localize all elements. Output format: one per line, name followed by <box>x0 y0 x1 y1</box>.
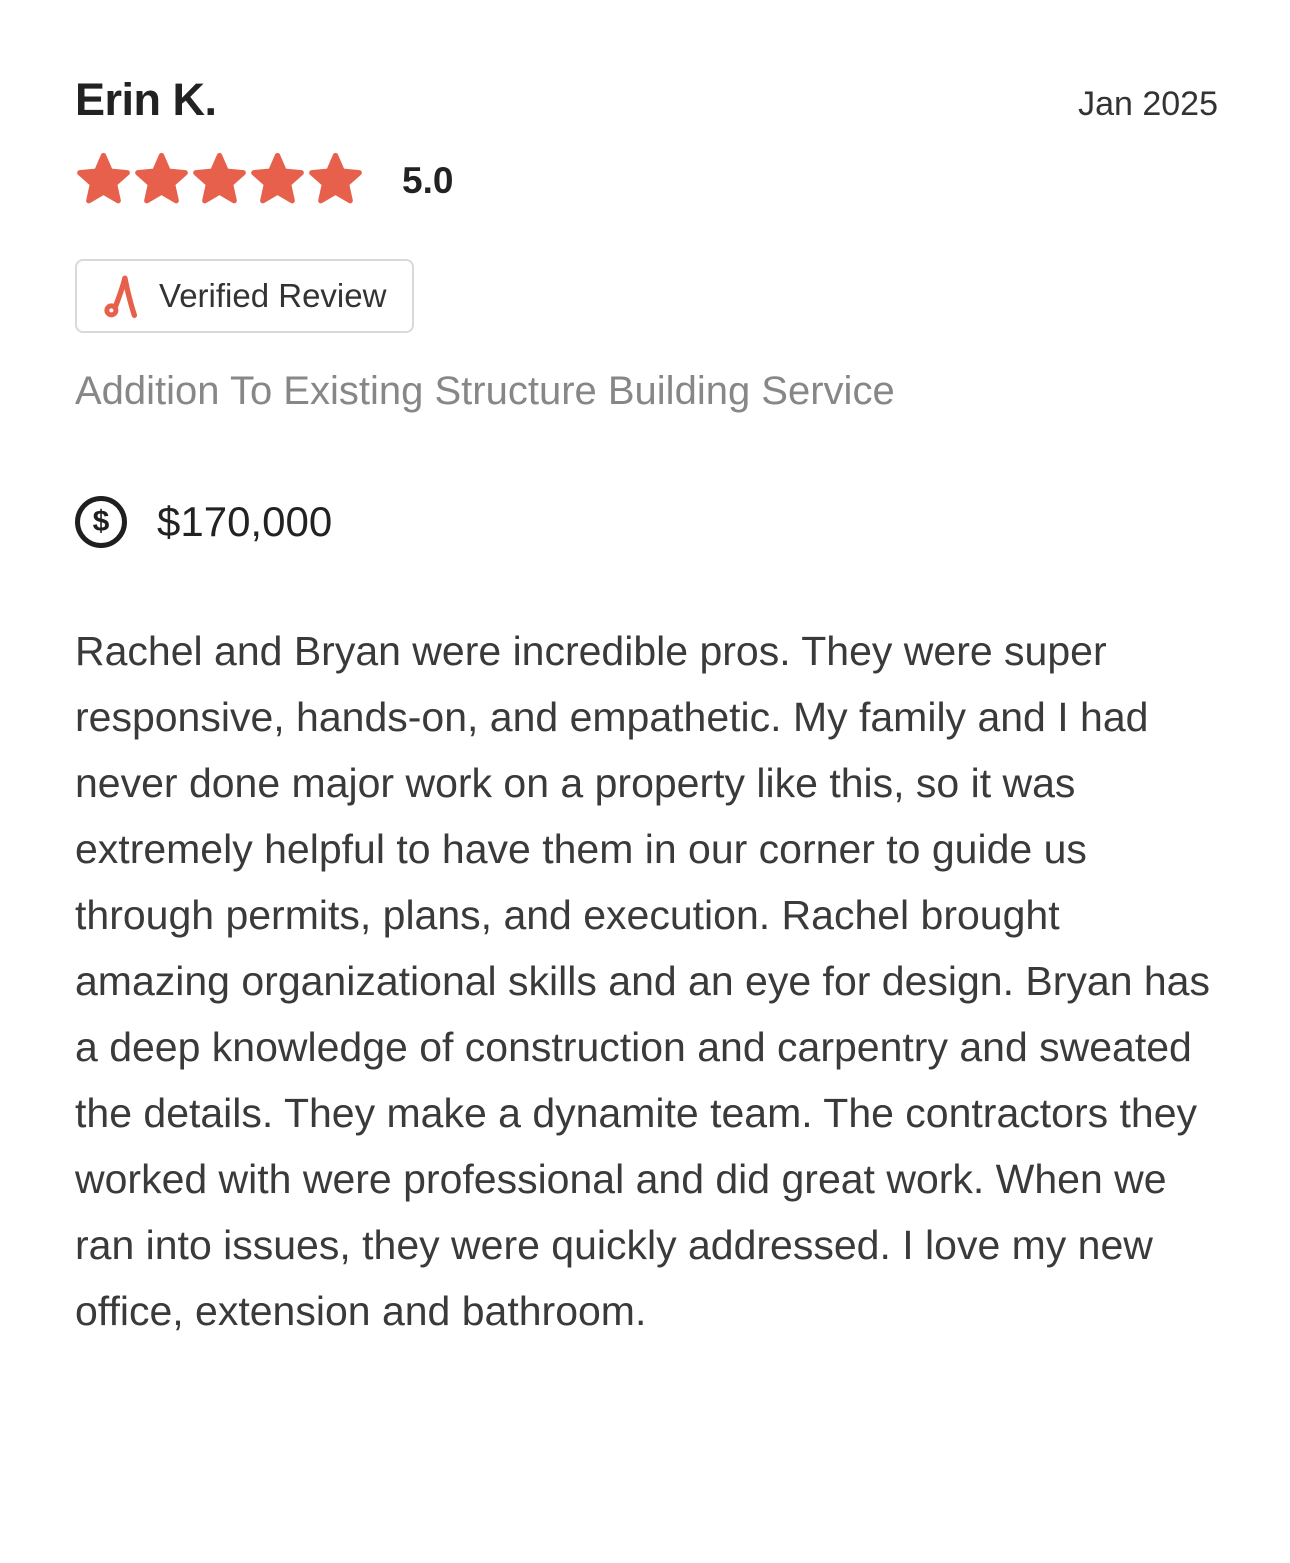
verified-review-badge <box>75 259 414 333</box>
project-cost <box>75 496 1218 548</box>
star-icon <box>133 152 190 209</box>
service-name: Addition To Existing Structure Building Service <box>75 369 895 413</box>
reviewer-name: Erin K. <box>75 74 217 125</box>
verified-review-label: Verified Review <box>159 277 387 314</box>
cost-value: $170,000 <box>157 498 333 545</box>
rating-value: 5.0 <box>402 159 454 201</box>
star-rating-stars <box>75 152 364 209</box>
dollar-icon <box>75 496 127 548</box>
review-header <box>75 74 1218 126</box>
star-icon <box>75 152 132 209</box>
review-body: Rachel and Bryan were incredible pros. They were super responsive, hands-on, and empathetic. My family and I had never done major work on a property like this, so it was extremely helpful to have them in our corner to guide us through permits, plans, and execution. Rachel brought amazing organizational skills and an eye for design. Bryan has a deep knowledge of construction and carpentry and sweated the details. They make a dynamite team. The contractors they worked with were professional and did great work. When we ran into issues, they were quickly addressed. I love my new office, extension and bathroom. <box>75 628 1210 1334</box>
star-rating <box>75 152 1218 209</box>
star-icon <box>191 152 248 209</box>
dollar-symbol: $ <box>92 505 110 538</box>
star-icon <box>307 152 364 209</box>
review-date: Jan 2025 <box>1078 85 1218 123</box>
angi-a-logo-icon <box>101 273 139 319</box>
star-icon <box>249 152 306 209</box>
